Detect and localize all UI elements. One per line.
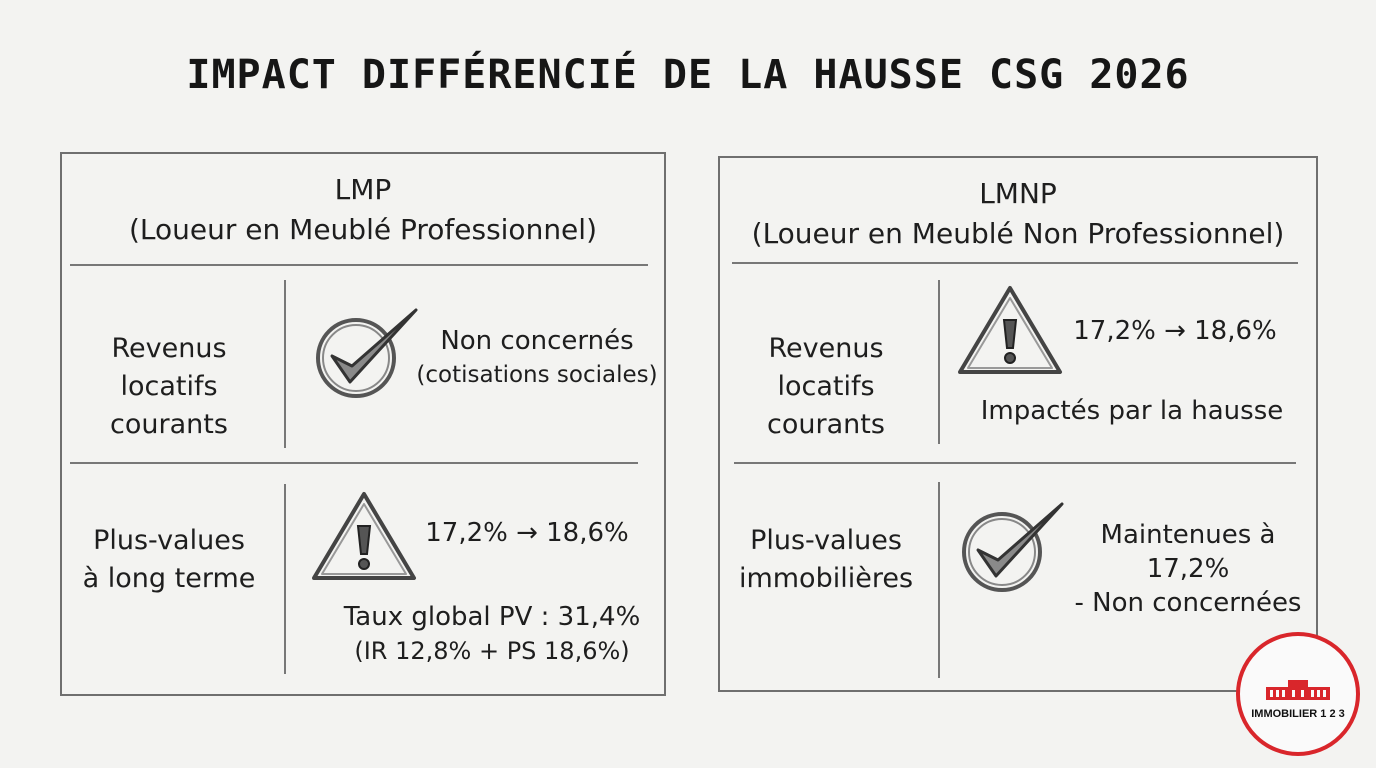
brand-logo (1236, 632, 1360, 756)
lmp-name: LMP (334, 173, 392, 206)
lmp-row1-value (412, 324, 662, 392)
note-line: (IR 12,8% + PS 18,6%) (354, 637, 630, 665)
label-line: immobilières (738, 563, 914, 594)
logo-text: IMMOBILIER 1 2 3 (1251, 708, 1345, 720)
label-line: Plus-values (750, 525, 902, 556)
divider (938, 482, 940, 678)
lmp-row2-rate: 17,2% → 18,6% (425, 518, 629, 548)
label-line: Revenus locatifs (111, 333, 227, 402)
value-line: Maintenues à 17,2% (1100, 520, 1276, 584)
divider (284, 280, 286, 448)
value-line: - Non concernées (1074, 588, 1302, 618)
warning-icon (308, 488, 420, 584)
divider (938, 280, 940, 444)
lmp-row2-label (62, 522, 276, 598)
lmnp-row1-label (720, 330, 932, 444)
divider (732, 262, 1298, 264)
check-icon (308, 304, 424, 404)
page-title: IMPACT DIFFÉRENCIÉ DE LA HAUSSE CSG 2026 (186, 52, 1190, 98)
lmp-subtitle: (Loueur en Meublé Professionnel) (129, 213, 597, 246)
check-icon (954, 498, 1070, 598)
lmnp-name: LMNP (979, 177, 1057, 210)
divider (70, 462, 638, 464)
divider (284, 484, 286, 674)
label-line: Plus-values (93, 525, 245, 556)
warning-icon (954, 282, 1066, 378)
note-line: Taux global PV : 31,4% (343, 602, 641, 632)
lmnp-row1-rate: 17,2% → 18,6% (1073, 316, 1277, 346)
label-line: courants (110, 409, 228, 440)
lmp-row2-note (332, 600, 652, 668)
lmp-row1-label (62, 330, 276, 444)
divider (70, 264, 648, 266)
building-icon (1264, 678, 1332, 702)
value-line: Non concernés (440, 326, 634, 356)
lmp-panel (60, 152, 666, 696)
label-line: courants (767, 409, 885, 440)
label-line: à long terme (82, 563, 256, 594)
lmnp-row2-value (1068, 518, 1308, 620)
lmnp-row1-note: Impactés par la hausse (980, 396, 1284, 426)
lmnp-row2-label (720, 522, 932, 598)
lmnp-header (720, 158, 1316, 266)
divider (734, 462, 1296, 464)
lmnp-panel (718, 156, 1318, 692)
label-line: Revenus locatifs (768, 333, 884, 402)
lmp-header (62, 154, 664, 262)
lmnp-subtitle: (Loueur en Meublé Non Professionnel) (751, 217, 1285, 250)
value-line: (cotisations sociales) (416, 362, 658, 388)
